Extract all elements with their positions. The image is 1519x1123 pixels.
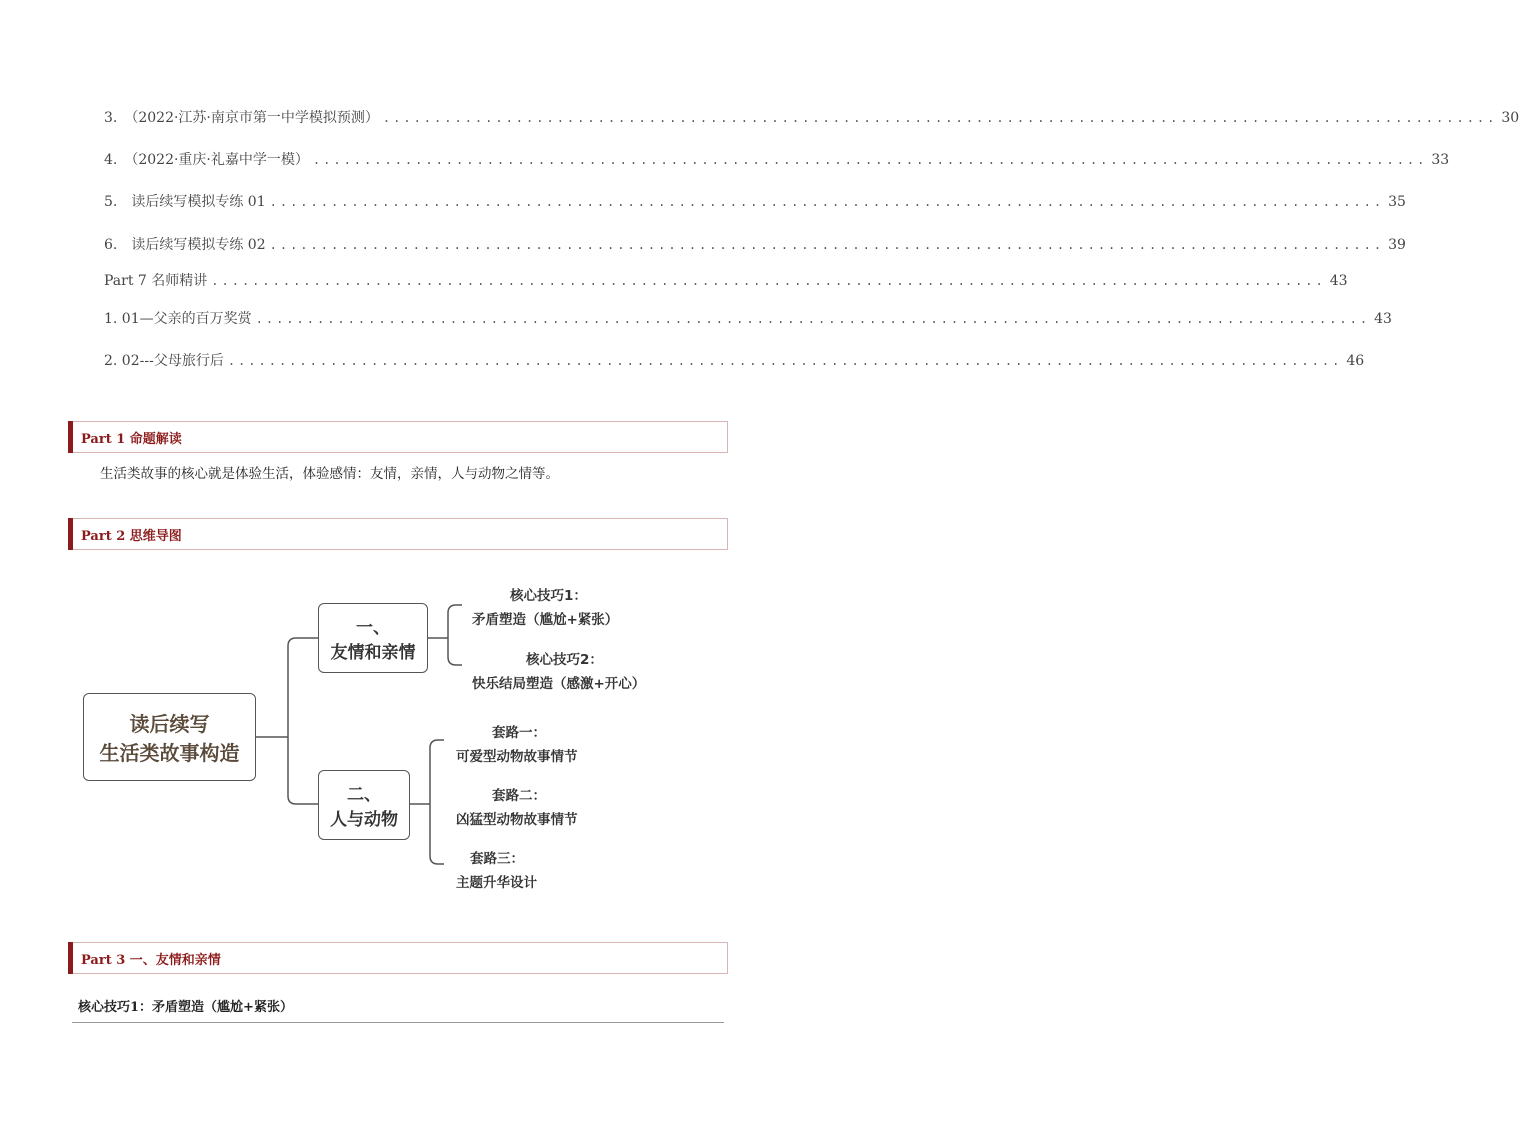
part3-header bbox=[68, 942, 728, 974]
branch1-line2: 友情和亲情 bbox=[330, 643, 416, 663]
root-line2: 生活类故事构造 bbox=[99, 741, 240, 765]
leaf-route1-detail: 可爱型动物故事情节 bbox=[456, 749, 578, 765]
toc-entry-label: 4. （2022·重庆·礼嘉中学一模） bbox=[104, 152, 309, 168]
part2-title: Part 2 思维导图 bbox=[81, 528, 182, 544]
toc-entry-label: Part 7 名师精讲 bbox=[104, 273, 208, 289]
toc-leader-dots: ............................................................................................................. bbox=[255, 312, 1371, 326]
toc-entry-page: 39 bbox=[1388, 237, 1406, 253]
toc-leader-dots: ............................................................................................................. bbox=[269, 195, 1385, 209]
toc-entry-page: 33 bbox=[1431, 152, 1450, 168]
branch1-line1: 一、 bbox=[356, 618, 390, 638]
root-line1: 读后续写 bbox=[129, 712, 210, 736]
toc-leader-dots: ............................................................................................................. bbox=[382, 111, 1498, 125]
mind-map-branch-animals bbox=[318, 770, 410, 840]
leaf-route3-title: 套路三： bbox=[470, 851, 524, 867]
toc-leader-dots: ............................................................................................................. bbox=[227, 354, 1343, 368]
toc-entry-page: 43 bbox=[1329, 273, 1348, 289]
leaf-skill1-title: 核心技巧1： bbox=[510, 588, 587, 604]
toc-entry-page: 30 bbox=[1501, 110, 1519, 126]
toc-leader-dots: ............................................................................................................. bbox=[269, 238, 1385, 252]
section-accent-bar bbox=[68, 942, 73, 974]
leaf-skill2-title: 核心技巧2： bbox=[526, 652, 603, 668]
mind-map-branch-friendship bbox=[318, 603, 428, 673]
part1-text: 生活类故事的核心就是体验生活，体验感情：友情，亲情，人与动物之情等。 bbox=[100, 466, 559, 482]
leaf-skill2-detail: 快乐结局塑造（感激+开心） bbox=[472, 676, 646, 692]
toc-leader-dots: ............................................................................................................. bbox=[211, 274, 1326, 288]
leaf-route2-detail: 凶猛型动物故事情节 bbox=[456, 812, 578, 828]
leaf-route2-title: 套路二： bbox=[492, 788, 546, 804]
leaf-skill1-detail: 矛盾塑造（尴尬+紧张） bbox=[472, 612, 619, 628]
toc-entry-page: 43 bbox=[1374, 311, 1392, 327]
branch2-line2: 人与动物 bbox=[330, 810, 398, 830]
toc-entry-label: 5. 读后续写模拟专练 01 bbox=[104, 194, 266, 210]
toc-entry-label: 2. 02---父母旅行后 bbox=[104, 353, 224, 369]
toc-leader-dots: ............................................................................................................. bbox=[312, 153, 1428, 167]
leaf-route1-title: 套路一： bbox=[492, 725, 546, 741]
branch2-line1: 二、 bbox=[347, 785, 381, 805]
subheading-rule bbox=[72, 1022, 724, 1023]
part1-title: Part 1 命题解读 bbox=[81, 431, 182, 447]
toc-entry-label: 1. 01—父亲的百万奖赏 bbox=[104, 311, 252, 327]
toc-entry-page: 35 bbox=[1388, 194, 1406, 210]
toc-entry-label: 6. 读后续写模拟专练 02 bbox=[104, 237, 266, 253]
leaf-route3-detail: 主题升华设计 bbox=[456, 875, 537, 891]
toc-entry-page: 46 bbox=[1346, 353, 1365, 369]
part3-title: Part 3 一、友情和亲情 bbox=[81, 952, 221, 968]
toc-entry-label: 3. （2022·江苏·南京市第一中学模拟预测） bbox=[104, 110, 379, 126]
part3-subheading: 核心技巧1：矛盾塑造（尴尬+紧张） bbox=[78, 1000, 293, 1015]
mind-map-root bbox=[83, 693, 256, 781]
